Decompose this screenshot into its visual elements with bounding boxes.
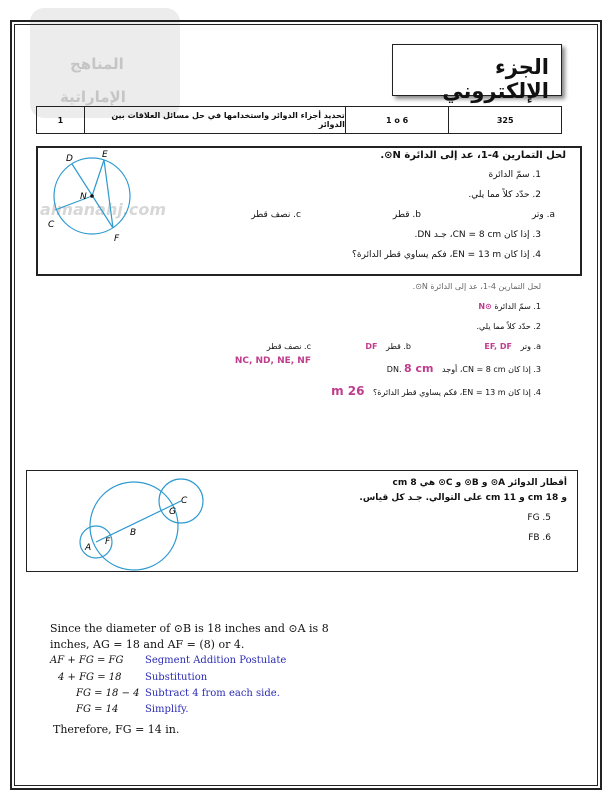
segment-ne	[92, 160, 104, 196]
answers1-q2b-label: b. قطر	[386, 342, 411, 351]
solution-step2-eq: 4 + FG = 18	[58, 672, 122, 683]
label-e: E	[102, 150, 108, 160]
exercise1-q1: 1. سمّ الدائرة	[488, 170, 541, 180]
solution-step4-eq: FG = 14	[76, 704, 119, 715]
solution-step3-reason: Subtract 4 from each side.	[145, 688, 280, 699]
solution-step3-eq: FG = 18 − 4	[76, 688, 140, 699]
exercise1-q2c: c. نصف قطر	[251, 210, 301, 220]
exercise1-q2b: b. قطر	[392, 210, 421, 220]
answers1-q1-label: 1. سمّ الدائرة	[494, 302, 541, 311]
label-b: B	[130, 528, 137, 538]
watermark-site: almanahj.com	[40, 200, 167, 219]
answers1-q3-answer: 8 cm	[404, 362, 434, 375]
three-circles-diagram	[66, 476, 226, 572]
label-d: D	[66, 154, 73, 164]
circle-b	[90, 482, 178, 570]
exercise2-q6: FB .6	[528, 533, 551, 543]
answers1-q4-answer: 26 m	[331, 384, 365, 398]
solution-step2-reason: Substitution	[145, 672, 208, 683]
label-f: F	[105, 537, 111, 547]
exercise1-heading: لحل التمارين 4-1، عد إلى الدائرة N⊙.	[380, 150, 566, 161]
answers1-partial-top: لحل التمارين 4-1، عد إلى الدائرة N⊙.	[412, 282, 541, 291]
answers1-q1	[478, 302, 541, 311]
answers1-q2a-label: a. وتر	[520, 342, 541, 351]
answers1-q2c-answer: NC, ND, NE, NF	[234, 356, 311, 366]
label-f: F	[114, 234, 120, 244]
info-cell-objective: تحديد أجزاء الدوائر واستخدامها في حل مسائل العلاقات بين الدوائر	[85, 107, 346, 133]
solution-line1: Since the diameter of ⊙B is 18 inches and ⊙A is 8	[50, 622, 329, 635]
answers1-q1-answer: ⊙N	[478, 302, 492, 311]
solution-step4-reason: Simplify.	[145, 704, 189, 715]
answers1-q4-label: 4. إذا كان EN = 13 m، فكم يساوي قطر الدائرة؟	[373, 388, 541, 397]
exercise2-line2: و 18 cm و 11 cm على التوالي. جـد كل قياس.	[359, 493, 567, 503]
solution-step1-eq: AF + FG = FG	[50, 655, 124, 666]
info-cell-page-number: 325	[496, 115, 514, 125]
answers1-q2b-answer: DF	[365, 342, 378, 351]
exercise2-q5: FG .5	[527, 513, 551, 523]
label-c: C	[181, 496, 188, 506]
segment-ef	[104, 160, 113, 228]
label-n: N	[80, 192, 87, 202]
info-cell-pages: 1 o 6	[346, 107, 450, 133]
solution-line2: inches, AG = 18 and AF = (8) or 4.	[50, 638, 245, 651]
watermark-text: المناهج	[70, 55, 124, 73]
label-g: G	[169, 507, 176, 517]
answers1-q4	[331, 384, 541, 398]
exercise1-q4: 4. إذا كان EN = 13 m، فكم يساوي قطر الدائرة؟	[352, 250, 541, 260]
answers1-q2: 2. حدّد كلاً مما يلي.	[476, 322, 541, 331]
answers1-q2a	[484, 342, 541, 351]
exercise1-q2a: a. وتر	[531, 210, 555, 220]
label-a: A	[85, 543, 92, 553]
solution-conclusion: Therefore, FG = 14 in.	[53, 723, 180, 736]
answers1-q3	[387, 362, 541, 375]
title-box	[392, 44, 562, 103]
answers1-q2b	[365, 342, 411, 351]
center-n-point	[90, 194, 94, 198]
watermark-text-2: الإماراتية	[60, 88, 126, 106]
info-cell-number: 1	[37, 107, 85, 133]
answers1-q2c: c. نصف قطر	[266, 342, 311, 351]
info-table	[36, 106, 562, 134]
exercise2-line1: أقطار الدوائر A⊙ و B⊙ و C⊙ هي 8 cm	[392, 478, 567, 488]
answers1-q2a-answer: EF, DF	[484, 342, 512, 351]
solution-step1-reason: Segment Addition Postulate	[145, 655, 287, 666]
answers1-q3-label: 3. إذا كان CN = 8 cm، أوجد DN.	[386, 365, 541, 374]
page-title: الجزء الإلكتروني	[442, 55, 549, 103]
exercise1-q2: 2. حدّد كلاً مما يلي.	[468, 190, 541, 200]
label-c: C	[48, 220, 55, 230]
circle-n-diagram	[40, 148, 150, 248]
exercise1-q3: 3. إذا كان CN = 8 cm، جـد DN.	[414, 230, 541, 240]
